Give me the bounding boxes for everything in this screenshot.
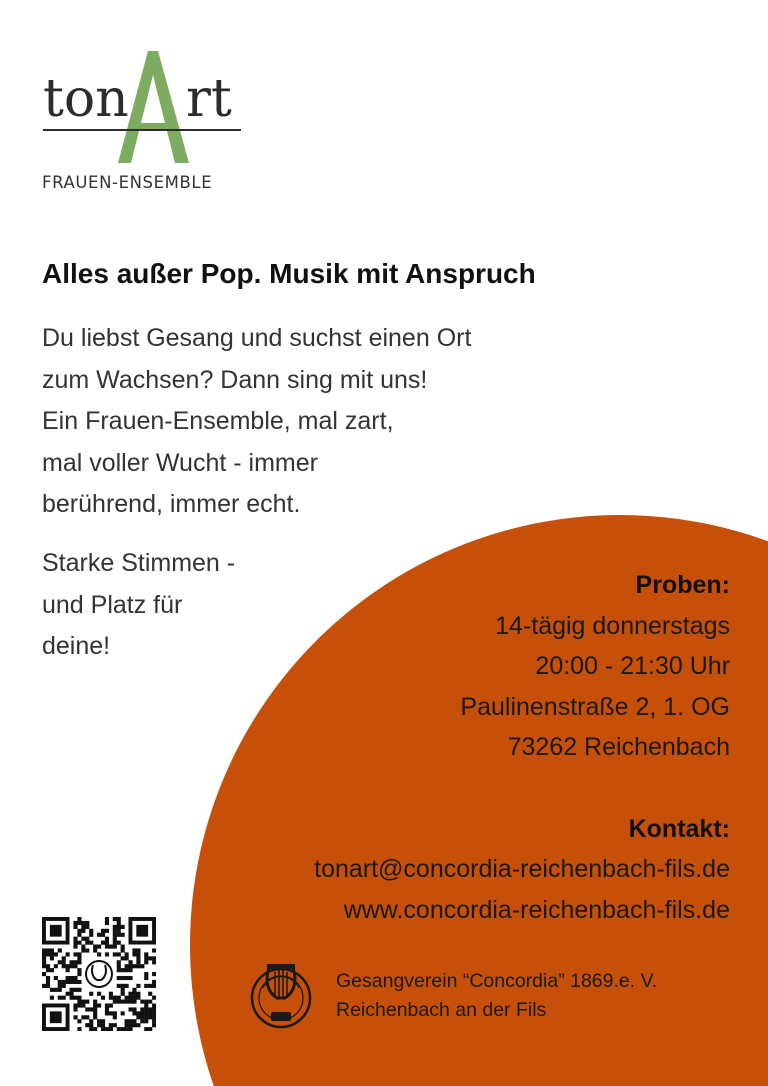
club-name: Gesangverein “Concordia” 1869.e. V. [336,970,658,992]
voices-paragraph [42,543,235,668]
logo-underline [43,129,241,131]
headline: Alles außer Pop. Musik mit Anspruch [42,258,536,289]
rehearsals-line: 20:00 - 21:30 Uhr [535,652,730,680]
logo-word-right: rt [186,69,232,129]
rehearsals-line: 73262 Reichenbach [507,733,730,761]
intro-line: Ein Frauen-Ensemble, mal zart, [42,407,394,435]
club-location: Reichenbach an der Fils [336,999,547,1021]
rehearsals-heading: Proben: [635,571,730,599]
contact-heading: Kontakt: [628,814,730,843]
logo-word-left: ton [43,69,129,129]
rehearsals-line: Paulinenstraße 2, 1. OG [460,692,730,721]
spacer [314,768,730,809]
qr-code-icon [42,917,156,1031]
lyre-emblem-icon [249,958,313,1032]
voices-line: Starke Stimmen - [42,549,236,577]
voices-line: deine! [42,632,111,660]
voices-line: und Platz für [42,590,183,619]
contact-website-link[interactable]: www.concordia-reichenbach-fils.de [343,895,730,924]
rehearsals-line: 14-tägig donnerstags [495,611,730,640]
intro-paragraph [42,318,642,526]
contact-email-link[interactable]: tonart@concordia-reichenbach-fils.de [314,855,730,883]
intro-line: Du liebst Gesang und suchst einen Ort [42,324,472,352]
logo-letter-a-icon [114,47,190,165]
intro-line: berührend, immer echt. [42,490,301,518]
logo-subtitle: FRAUEN-ENSEMBLE [42,173,213,192]
club-info [336,967,657,1025]
tonart-logo [40,45,250,195]
intro-line: mal voller Wucht - immer [42,448,318,477]
intro-line: zum Wachsen? Dann sing mit uns! [42,365,428,394]
info-block [314,565,730,930]
